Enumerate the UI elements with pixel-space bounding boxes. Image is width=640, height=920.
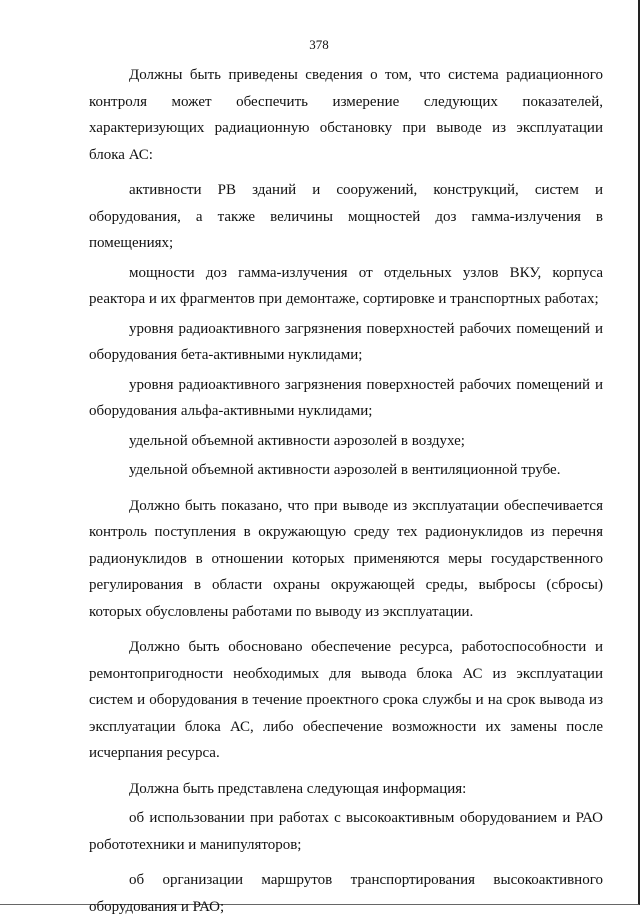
list-item-beta-contamination: уровня радиоактивного загрязнения поверхностей рабочих помещений и оборудования бета-активными нуклидами; [89,320,603,363]
list-item-alpha-contamination: уровня радиоактивного загрязнения поверхностей рабочих помещений и оборудования альфа-активными нуклидами; [89,376,603,419]
list-item-routes: об организации маршрутов транспортирования высокоактивного оборудования и РАО; [89,872,603,915]
list-item-aerosol-stack: удельной объемной активности аэрозолей в вентиляционной трубе. [129,462,561,478]
paragraph-environment-control: Должно быть показано, что при выводе из эксплуатации обеспечивается контроль поступления в окружающую среду тех радионуклидов из перечня радионуклидов в отношении которых применяются меры государственного регулирования в области охраны окружающей среды, выбросы (сбросы) которых обусловлены работами по выводу из эксплуатации. [89,497,603,620]
list-item-aerosol-air: удельной объемной активности аэрозолей в воздухе; [129,432,465,449]
paragraph-resource: Должно быть обосновано обеспечение ресурса, работоспособности и ремонтопригодности необходимых для вывода блока АС из эксплуатации систем и оборудования в течение проектного срока службы и на срок вывода из эксплуатации блока АС, либо обеспечение возможности их замены после исчерпания ресурса. [89,639,603,761]
paragraph-intro: Должны быть приведены сведения о том, что система радиационного контроля может обеспечить измерение следующих показателей, характеризующих радиационную обстановку при выводе из эксплуатации блока АС: [89,67,603,163]
list-item-activity: активности РВ зданий и сооружений, конструкций, систем и оборудования, а также величины мощностей доз гамма-излучения в помещениях; [89,182,603,251]
document-body [89,62,603,920]
list-item-dose-rate: мощности доз гамма-излучения от отдельных узлов ВКУ, корпуса реактора и их фрагментов при демонтаже, сортировке и транспортных работах; [89,264,603,307]
list-item-robotics: об использовании при работах с высокоактивным оборудованием и РАО робототехники и манипуляторов; [89,810,603,853]
page-number: 378 [309,37,329,52]
paragraph-info-heading: Должна быть представлена следующая информация: [129,780,467,797]
